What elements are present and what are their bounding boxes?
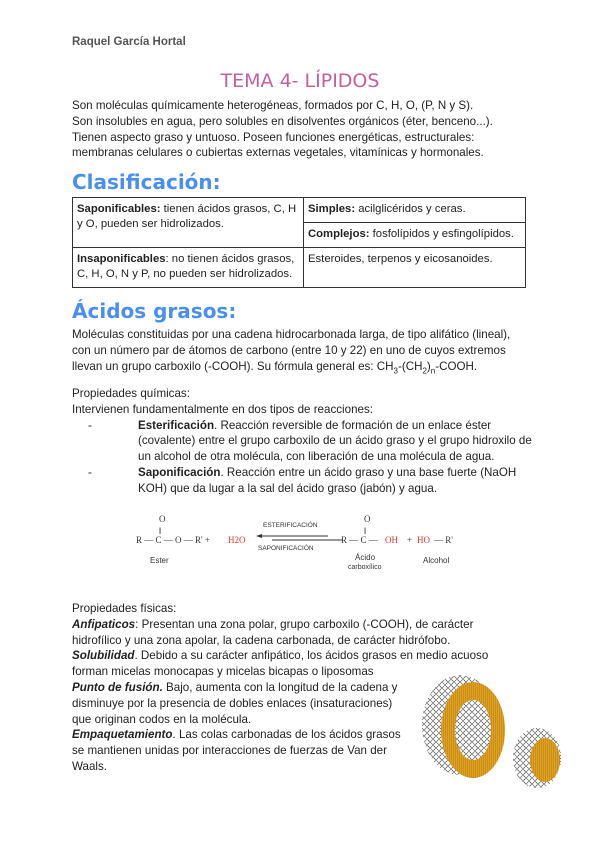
author: Raquel García Hortal xyxy=(72,36,186,48)
page-title: TEMA 4- LÍPIDOS xyxy=(220,70,380,92)
reaction-diagram xyxy=(130,510,470,580)
formula: $CH_3-(CH_2)_n$-COOH. xyxy=(376,359,478,375)
arrow-bottom-label: SAPONIFICACIÓN xyxy=(258,545,314,552)
quimicas xyxy=(72,386,532,497)
svg-text:‖: ‖ xyxy=(159,526,162,536)
acidos-desc xyxy=(72,327,532,379)
text: Moléculas constituidas por una cadena hidrocarbonada larga, de tipo alifático (lineal), con un número par de átomos de carbono (entre 10 y 22) en uno de cuyos extremos llevan un grupo carboxilo (-COOH). Su fórmula general es: xyxy=(72,328,511,373)
acid-label: Ácido xyxy=(355,553,376,562)
list-item: - Esterificación. Reacción reversible de formación de un enlace éster (covalente) entre el grupo carboxilo de un ácido graso y el grupo hidroxilo de un alcohol de otra molécula, con liberación de una molécula de agua. xyxy=(138,418,532,465)
liposome-illustration xyxy=(415,670,570,795)
intro-line: Tienen aspecto graso y untuoso. Poseen funciones energéticas, estructurales: membranas celulares o cubiertas externas vegetales, vitamínicas y hormonales. xyxy=(72,130,484,160)
reaction-list xyxy=(72,418,532,497)
classification-table xyxy=(72,197,526,288)
text: fosfolípidos y esfingolípidos. xyxy=(369,228,514,240)
cell-complejos xyxy=(304,223,526,248)
term: Complejos: xyxy=(308,228,370,240)
o-atom: O xyxy=(159,514,166,524)
prop-anfipaticos: Anfipaticos: Presentan una zona polar, grupo carboxilo (-COOH), de carácter hidrofílico y una zona apolar, la cadena carbonada, de carácter hidrófobo. xyxy=(72,617,474,647)
acid-label: carboxílico xyxy=(348,564,382,571)
intro-line: Son insolubles en agua, pero solubles en disolventes orgánicos (éter, benceno...). xyxy=(72,114,493,128)
svg-text:H2O: H2O xyxy=(228,535,246,545)
intro-line: Son moléculas químicamente heterogéneas, formados por C, H, O, (P, N y S). xyxy=(72,99,474,112)
text: acilglicéridos y ceras. xyxy=(355,203,466,215)
intro xyxy=(72,98,532,161)
term: Insaponificables xyxy=(77,253,166,265)
svg-text:+: + xyxy=(407,535,413,545)
svg-text:— R': — R' xyxy=(434,535,453,545)
term: Saponificables: xyxy=(77,203,161,215)
text: tienen ácidos grasos, C, H y O, pueden ser hidrolizados. xyxy=(77,203,297,230)
svg-text:R — C — O — R' +: R — C — O — R' + xyxy=(136,535,210,545)
cell-simples xyxy=(304,198,526,223)
prop-fusion: Punto de fusión. Bajo, aumenta con la longitud de la cadena y disminuye por la presencia de dobles enlaces (insaturaciones) que originan codos en la molécula. xyxy=(72,680,398,726)
alcohol-label: Alcohol xyxy=(423,556,450,565)
quim-intro: Intervienen fundamentalmente en dos tipos de reacciones: xyxy=(72,402,373,416)
list-item: - Saponificación. Reacción entre un ácido graso y una base fuerte (NaOH KOH) que da lugar a la sal del ácido graso (jabón) y agua. xyxy=(138,465,532,497)
fis-title: Propiedades físicas: xyxy=(72,602,177,615)
svg-text:HO: HO xyxy=(417,535,430,545)
cell-saponificables xyxy=(73,198,304,248)
prop-solubilidad: Solubilidad. Debido a su carácter anfipático, los ácidos grasos en medio acuoso forman micelas monocapas y micelas bicapas o liposomas xyxy=(72,649,489,679)
cell-insap-types: Esteroides, terpenos y eicosanoides. xyxy=(304,248,526,288)
cell-insaponificables xyxy=(73,248,304,288)
text: : no tienen ácidos grasos, C, H, O, N y P, no pueden ser hidrolizados. xyxy=(77,253,295,280)
svg-text:OH: OH xyxy=(385,535,398,545)
prop-empaquetamiento: Empaquetamiento. Las colas carbonadas de los ácidos grasos se mantienen unidas por interacciones de fuerzas de Van der Waals. xyxy=(72,728,401,773)
svg-text:‖: ‖ xyxy=(364,526,367,536)
svg-text:O: O xyxy=(364,514,371,524)
ester-label: Ester xyxy=(150,556,169,565)
arrow-top-label: ESTERIFICACIÓN xyxy=(263,522,318,529)
heading-clasificacion: Clasificación: xyxy=(72,170,221,194)
term: Simples: xyxy=(308,203,356,215)
heading-acidos: Ácidos grasos: xyxy=(72,299,237,323)
svg-text:R — C —: R — C — xyxy=(341,535,378,545)
quim-title: Propiedades químicas: xyxy=(72,387,190,400)
